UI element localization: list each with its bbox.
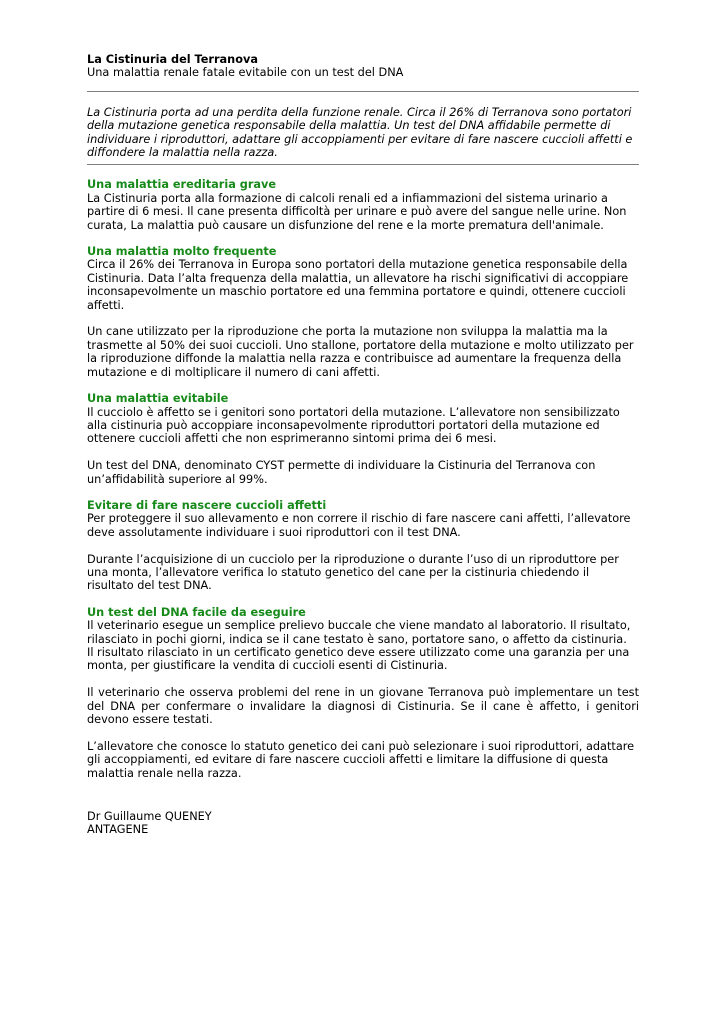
section-dna-test — [87, 606, 639, 780]
section-prevent — [87, 499, 639, 593]
section-paragraph: Il veterinario che osserva problemi del rene in un giovane Terranova può implementare un test del DNA per confermare o invalidare la diagnosi di Cistinuria. Se il cane è affetto, i genitori devono essere testati. — [87, 686, 639, 726]
section-paragraph: Il cucciolo è affetto se i genitori sono portatori della mutazione. L’allevatore non sensibilizzato alla cistinuria può accoppiare inconsapevolmente riproduttori portatori della mutazione ed ottenere cuccioli affetti che non esprimeranno sintomi prima dei 6 mesi. — [87, 405, 620, 446]
section-paragraph: Un cane utilizzato per la riproduzione che porta la mutazione non sviluppa la malattia ma la trasmette al 50% dei suoi cuccioli. Uno stallone, portatore della mutazione e molto utilizzato per la riproduzione diffonde la malattia nella razza e contribuisce ad aumentare la frequenza della mutazione e di moltiplicare il numero di cani affetti. — [87, 325, 634, 379]
document-subtitle: Una malattia renale fatale evitabile con un test del DNA — [87, 66, 404, 80]
divider-top — [87, 91, 639, 92]
section-paragraph: L’allevatore che conosce lo statuto genetico dei cani può selezionare i suoi riproduttori, adattare gli accoppiamenti, ed evitare di fare nascere cuccioli affetti e limitare la diffusione di questa malattia renale nella razza. — [87, 739, 635, 780]
section-heading: Evitare di fare nascere cuccioli affetti — [87, 498, 327, 512]
section-heading: Un test del DNA facile da eseguire — [87, 605, 306, 619]
signature-name: Dr Guillaume QUENEY — [87, 810, 212, 824]
section-paragraph: Un test del DNA, denominato CYST permette di individuare la Cistinuria del Terranova con un’affidabilità superiore al 99%. — [87, 459, 596, 486]
signature-block — [87, 810, 639, 837]
section-heading: Una malattia evitabile — [87, 392, 229, 406]
section-avoidable — [87, 392, 639, 486]
intro-abstract: La Cistinuria porta ad una perdita della funzione renale. Circa il 26% di Terranova sono portatori della mutazione genetica responsabile della malattia. Un test del DNA affidabile permette di individuare i riproduttori, adattare gli accoppiamenti per evitare di fare nascere cuccioli affetti e diffondere la malattia nella razza. — [87, 105, 633, 160]
section-paragraph: La Cistinuria porta alla formazione di calcoli renali ed a infiammazioni del sistema urinario a partire di 6 mesi. Il cane presenta difficoltà per urinare e può avere del sangue nelle urine. Non curata, La malattia può causare un disfunzione del rene e la morte prematura dell'animale. — [87, 191, 627, 232]
section-paragraph: Durante l’acquisizione di un cucciolo per la riproduzione o durante l’uso di un riproduttore per una monta, l’allevatore verifica lo statuto genetico del cane per la cistinuria chiedendo il risultato del test DNA. — [87, 552, 619, 593]
document-body — [87, 53, 639, 837]
section-hereditary — [87, 178, 639, 232]
section-heading: Una malattia ereditaria grave — [87, 178, 277, 192]
signature-company: ANTAGENE — [87, 823, 149, 837]
divider-bottom — [87, 164, 639, 165]
section-heading: Una malattia molto frequente — [87, 245, 277, 259]
document-title: La Cistinuria del Terranova — [87, 53, 258, 66]
section-paragraph: Per proteggere il suo allevamento e non correre il rischio di fare nascere cani affetti, l’allevatore deve assolutamente individuare i suoi riproduttori con il test DNA. — [87, 512, 631, 539]
section-frequent — [87, 245, 639, 379]
section-paragraph: Circa il 26% dei Terranova in Europa sono portatori della mutazione genetica responsabile della Cistinuria. Data l’alta frequenza della malattia, un allevatore ha rischi significativi di accoppiare inconsapevolmente un maschio portatore ed una femmina portatore e quindi, ottenere cuccioli affetti. — [87, 258, 629, 312]
section-paragraph: Il veterinario esegue un semplice prelievo buccale che viene mandato al laboratorio. Il risultato, rilasciato in pochi giorni, indica se il cane testato è sano, portatore sano, o affetto da cistinuria. Il risultato rilasciato in un certificato genetico deve essere utilizzato come una garanzia per una monta, per giustificare la vendita di cuccioli esenti di Cistinuria. — [87, 619, 631, 673]
